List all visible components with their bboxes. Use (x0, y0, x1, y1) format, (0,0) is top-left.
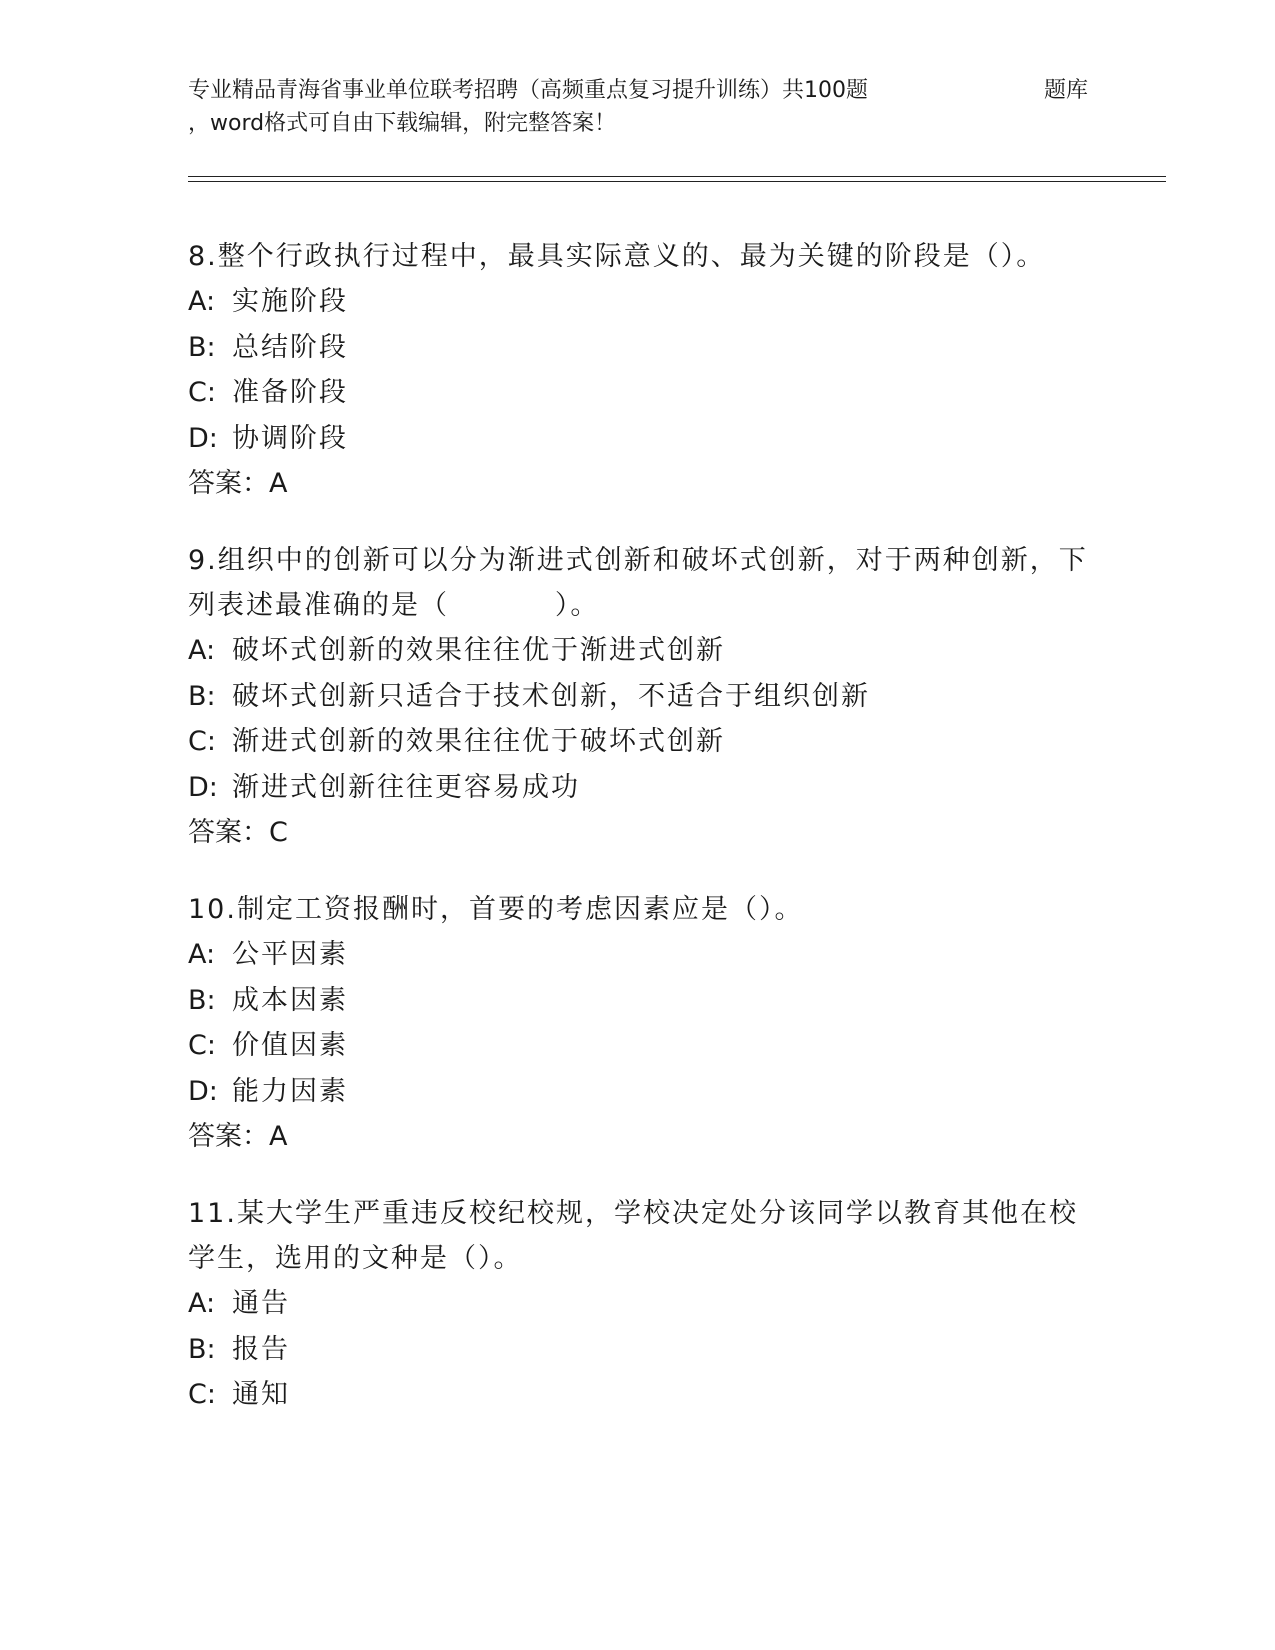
option-key: B: (188, 1333, 216, 1365)
option-a (188, 628, 1088, 674)
option-key: B: (188, 984, 216, 1016)
header-title: 专业精品青海省事业单位联考招聘（高频重点复习提升训练）共100题 (188, 78, 868, 103)
option-text: 通知 (232, 1379, 290, 1410)
option-c (188, 370, 1088, 416)
option-text: 破坏式创新只适合于技术创新，不适合于组织创新 (232, 680, 870, 712)
option-b (188, 325, 1088, 371)
option-text: 价值因素 (232, 1030, 348, 1061)
option-key: D: (188, 422, 218, 454)
option-key: A: (188, 1288, 216, 1319)
question-11 (188, 1191, 1088, 1418)
option-text: 报告 (232, 1333, 290, 1365)
answer-label: 答案：A (188, 1121, 288, 1152)
option-d (188, 416, 1088, 462)
option-text: 成本因素 (232, 984, 348, 1016)
option-c (188, 1023, 1088, 1069)
option-text: 总结阶段 (232, 331, 348, 363)
option-key: B: (188, 680, 216, 712)
option-key: A: (188, 286, 216, 317)
option-text: 公平因素 (232, 939, 348, 970)
option-key: D: (188, 771, 218, 803)
option-key: C: (188, 1379, 216, 1410)
option-key: C: (188, 1030, 216, 1061)
question-9 (188, 538, 1088, 855)
option-a (188, 1281, 1088, 1327)
question-text: 10.制定工资报酬时，首要的考虑因素应是（）。 (188, 894, 804, 925)
option-text: 渐进式创新往往更容易成功 (232, 771, 580, 803)
header-divider-top (188, 176, 1166, 177)
option-text: 协调阶段 (232, 422, 348, 454)
option-key: C: (188, 377, 216, 408)
option-c (188, 719, 1088, 765)
answer-label: 答案：A (188, 468, 288, 499)
page-header (188, 74, 1088, 140)
option-b (188, 978, 1088, 1024)
option-key: D: (188, 1075, 218, 1107)
question-10 (188, 887, 1088, 1159)
option-b (188, 1327, 1088, 1373)
option-key: C: (188, 726, 216, 757)
header-divider-bottom (188, 181, 1166, 182)
answer-label: 答案：C (188, 817, 288, 848)
option-text: 通告 (232, 1288, 290, 1319)
option-text: 渐进式创新的效果往往优于破坏式创新 (232, 726, 725, 757)
option-d (188, 1069, 1088, 1115)
header-row-1 (188, 74, 1088, 107)
option-b (188, 674, 1088, 720)
header-subtitle: ，word格式可自由下载编辑，附完整答案！ (188, 111, 617, 136)
question-8 (188, 234, 1088, 506)
option-c (188, 1372, 1088, 1418)
option-text: 破坏式创新的效果往往优于渐进式创新 (232, 635, 725, 666)
question-text: 9.组织中的创新可以分为渐进式创新和破坏式创新，对于两种创新，下列表述最准确的是（ ）。 (188, 545, 1088, 621)
header-right-label: 题库 (1043, 78, 1088, 103)
option-text: 准备阶段 (232, 377, 348, 408)
option-key: B: (188, 331, 216, 363)
option-a (188, 932, 1088, 978)
option-key: A: (188, 635, 216, 666)
option-text: 能力因素 (232, 1075, 348, 1107)
option-a (188, 279, 1088, 325)
option-d (188, 765, 1088, 811)
question-text: 11.某大学生严重违反校纪校规，学校决定处分该同学以教育其他在校学生，选用的文种是（）。 (188, 1198, 1078, 1274)
question-list (188, 234, 1088, 1450)
option-key: A: (188, 939, 216, 970)
question-text: 8.整个行政执行过程中，最具实际意义的、最为关键的阶段是（）。 (188, 241, 1046, 272)
option-text: 实施阶段 (232, 286, 348, 317)
